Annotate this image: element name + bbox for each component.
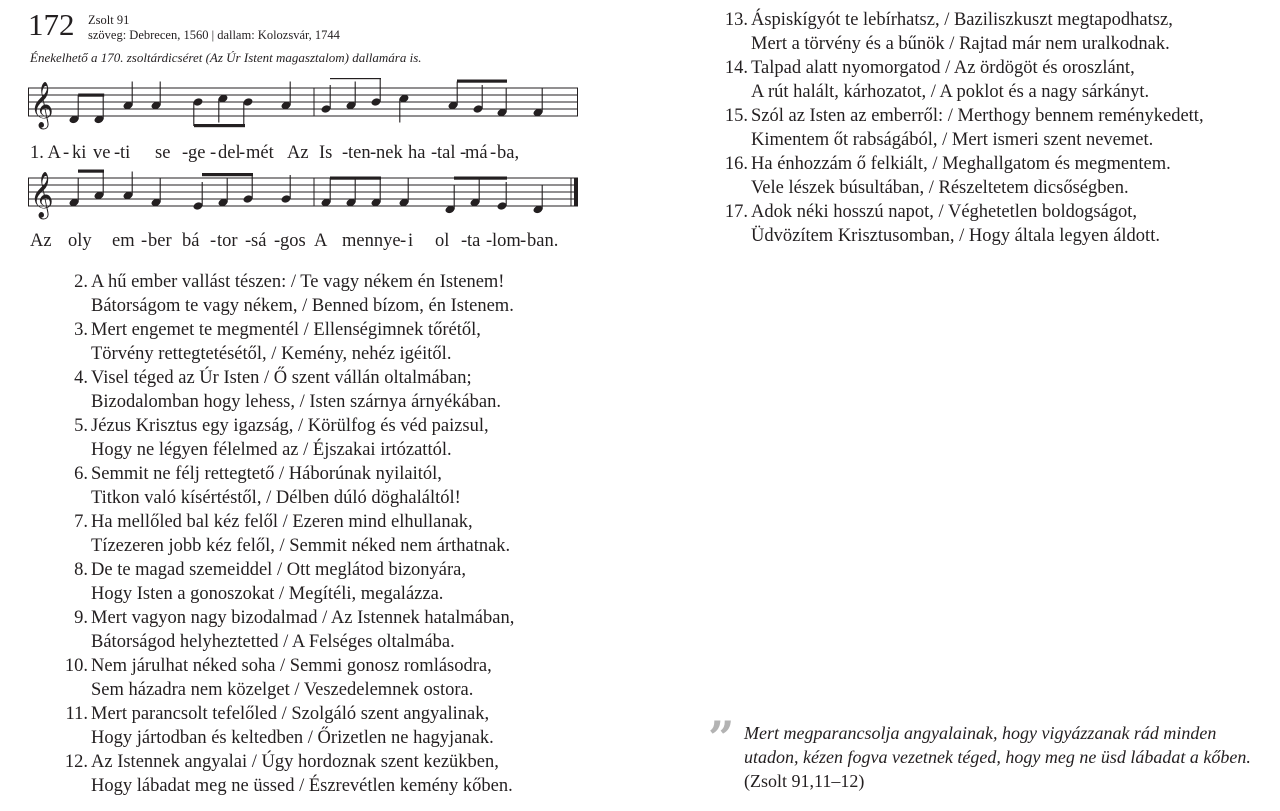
lyric-syllable: bá (182, 231, 200, 251)
lyric-syllable: - (490, 143, 497, 163)
lyric-syllable: gos (280, 231, 306, 251)
note-beam (330, 177, 381, 180)
verse-number: 2. (74, 272, 88, 292)
lyric-syllable: tal (437, 143, 456, 163)
verse-line-2: Hogy jártodban és keltedben / Őrizetlen ne hagyjanak. (91, 728, 494, 748)
lyric-syllable: ha (408, 143, 426, 163)
verse-number: 14. (724, 58, 748, 78)
lyric-syllable: tor (217, 231, 238, 251)
verse-10 (60, 654, 700, 702)
treble-clef-icon: 𝄞 (30, 172, 54, 218)
verse-line-2: Sem házadra nem közelget / Veszedelemnek ostora. (91, 680, 474, 700)
verse-14 (720, 56, 1275, 104)
verse-line-2: A rút halált, kárhozatot, / A poklot és a nagy sárkányt. (751, 82, 1150, 102)
lyric-syllable: lom (492, 231, 521, 251)
verse-line-1: Ha énhozzám ő felkiált, / Meghallgatom és megmentem. (751, 154, 1171, 174)
lyric-syllable: - (182, 143, 189, 163)
lyric-syllable: Az (30, 231, 52, 251)
verse-number: 10. (64, 656, 88, 676)
treble-clef-icon: 𝄞 (30, 82, 54, 128)
verse-line-1: Semmit ne félj rettegtető / Háborúnak nyilaitól, (91, 464, 442, 484)
lyric-syllable: ban. (527, 231, 559, 251)
verse-number: 17. (724, 202, 748, 222)
music-staff-2 (28, 168, 580, 228)
note-beam (454, 177, 507, 180)
quote-body: Mert megparancsolja angyalainak, hogy vigyázzanak rád minden utadon, kézen fogva vezetnek téged, hogy meg ne üsd lábadat a kőben. (744, 723, 1251, 767)
lyric-syllable: em (112, 231, 135, 251)
verse-line-2: Bátorságom te vagy nékem, / Benned bízom, én Istenem. (91, 296, 514, 316)
verse-9 (60, 606, 700, 654)
lyric-syllable: - (245, 231, 252, 251)
lyric-syllable: - (460, 143, 467, 163)
lyric-syllable: A (314, 231, 328, 251)
verse-line-1: Adok néki hosszú napot, / Véghetetlen boldogságot, (751, 202, 1138, 222)
lyric-syllable: ki (72, 143, 87, 163)
lyric-syllable: - (63, 143, 70, 163)
lyric-syllable: ba, (497, 143, 520, 163)
lyric-syllable: se (155, 143, 171, 163)
lyric-syllable: - (370, 143, 377, 163)
verse-2 (60, 270, 700, 318)
verse-line-1: Áspiskígyót te lebírhatsz, / Baziliszkuszt megtapodhatsz, (751, 10, 1173, 30)
verse-number: 11. (65, 704, 88, 724)
lyric-syllable: ge (188, 143, 206, 163)
verse-number: 15. (724, 106, 748, 126)
verse-11 (60, 702, 700, 750)
verse-line-1: Nem járulhat néked soha / Semmi gonosz romlásodra, (91, 656, 492, 676)
verse-line-2: Hogy ne légyen félelmed az / Éjszakai irtózattól. (91, 440, 452, 460)
verse-number: 4. (74, 368, 88, 388)
note-beam (202, 173, 253, 176)
note-beam (78, 170, 104, 173)
lyric-syllable: - (431, 143, 438, 163)
verse-number: 9. (74, 608, 88, 628)
source-line: szöveg: Debrecen, 1560 | dallam: Kolozsvár, 1744 (88, 28, 340, 42)
lyric-syllable: - (486, 231, 493, 251)
lyric-syllable: del (218, 143, 241, 163)
verse-number: 16. (724, 154, 748, 174)
note-beam (330, 78, 381, 79)
verse-17 (720, 200, 1275, 248)
tune-note: Énekelhető a 170. zsoltárdicséret (Az Úr Istent magasztalom) dallamára is. (30, 50, 422, 65)
verse-line-1: Ha mellőled bal kéz felől / Ezeren mind elhullanak, (91, 512, 473, 532)
lyric-syllable: ti (120, 143, 131, 163)
lyric-syllable: - (400, 231, 407, 251)
verse-line-1: De te magad szemeiddel / Ott meglátod bizonyára, (91, 560, 467, 580)
verse-4 (60, 366, 700, 414)
verse-number: 8. (74, 560, 88, 580)
verse-line-2: Üdvözítem Krisztusomban, / Hogy általa legyen áldott. (751, 226, 1160, 246)
quote-text (744, 721, 1268, 793)
verse-line-2: Hogy lábadat meg ne üssed / Észrevétlen kemény kőben. (91, 776, 513, 796)
music-staff-1 (28, 78, 580, 138)
lyric-syllable: Is (319, 143, 333, 163)
note-beam (194, 124, 245, 127)
final-barline (574, 178, 578, 206)
note-beam (78, 94, 104, 97)
lyric-syllable: i (408, 231, 414, 251)
verse-3 (60, 318, 700, 366)
lyric-syllable: - (342, 143, 349, 163)
lyric-syllable: - (461, 231, 468, 251)
verse-line-1: Az Istennek angyalai / Úgy hordoznak szent kezükben, (91, 752, 499, 772)
verse-line-2: Vele lészek búsultában, / Részeltetem dicsőségben. (751, 178, 1129, 198)
verse-5 (60, 414, 700, 462)
verse-13 (720, 8, 1275, 56)
verse-line-2: Titkon való kísértéstől, / Délben dúló döghaláltól! (91, 488, 461, 508)
verse-line-2: Tízezeren jobb kéz felől, / Semmit néked nem árthatnak. (91, 536, 511, 556)
verse-line-2: Hogy Isten a gonoszokat / Megítéli, megalázza. (91, 584, 444, 604)
verse-line-1: Mert parancsolt tefelőled / Szolgáló szent angyalinak, (91, 704, 490, 724)
verse-12 (60, 750, 700, 798)
psalm-reference: Zsolt 91 (88, 13, 130, 27)
verse-8 (60, 558, 700, 606)
lyric-syllable: - (239, 143, 246, 163)
verses-left-column (60, 270, 700, 798)
lyric-line-1 (30, 142, 590, 164)
lyric-syllable: má (465, 143, 488, 163)
verse-line-1: Szól az Isten az emberről: / Merthogy bennem reménykedett, (751, 106, 1204, 126)
lyric-syllable: 1. A (30, 143, 61, 163)
lyric-syllable: sá (251, 231, 267, 251)
quote-reference: (Zsolt 91,11–12) (744, 771, 865, 791)
lyric-syllable: - (210, 231, 217, 251)
verse-line-2: Bizodalomban hogy lehess, / Isten szárnya árnyékában. (91, 392, 501, 412)
lyric-syllable: - (520, 231, 527, 251)
verse-line-2: Bátorságod helyheztetted / A Felséges oltalmába. (91, 632, 455, 652)
verse-number: 12. (64, 752, 88, 772)
verse-line-1: Visel téged az Úr Isten / Ő szent vállán oltalmában; (91, 368, 472, 388)
verse-15 (720, 104, 1275, 152)
verse-number: 6. (74, 464, 88, 484)
verse-number: 7. (74, 512, 88, 532)
lyric-syllable: ta (467, 231, 481, 251)
hymn-number: 172 (28, 7, 75, 42)
verse-number: 3. (74, 320, 88, 340)
bible-quote (708, 711, 1268, 793)
note-beam (457, 80, 507, 83)
lyric-line-2 (30, 230, 590, 252)
lyric-syllable: ber (148, 231, 172, 251)
verse-line-2: Kimentem őt rabságából, / Mert ismeri szent nevemet. (751, 130, 1154, 150)
lyric-syllable: mennye (342, 231, 401, 251)
verse-line-1: A hű ember vallást tészen: / Te vagy nékem én Istenem! (91, 272, 505, 292)
verse-line-2: Mert a törvény és a bűnök / Rajtad már nem uralkodnak. (751, 34, 1170, 54)
lyric-syllable: - (210, 143, 217, 163)
verse-line-1: Mert engemet te megmentél / Ellenségimnek tőrétől, (91, 320, 481, 340)
lyric-syllable: - (141, 231, 148, 251)
verse-line-1: Mert vagyon nagy bizodalmad / Az Istennek hatalmában, (91, 608, 515, 628)
verse-line-2: Törvény rettegtetésétől, / Kemény, nehéz igéitől. (91, 344, 452, 364)
lyric-syllable: - (114, 143, 121, 163)
verse-line-1: Jézus Krisztus egy igazság, / Körülfog és véd paizsul, (91, 416, 489, 436)
verse-7 (60, 510, 700, 558)
quote-mark-icon: ” (708, 711, 735, 765)
lyric-syllable: Az (287, 143, 309, 163)
lyric-syllable: ol (435, 231, 450, 251)
verse-16 (720, 152, 1275, 200)
lyric-syllable: ve (93, 143, 111, 163)
lyric-syllable: nek (376, 143, 403, 163)
lyric-syllable: mét (246, 143, 274, 163)
verse-number: 5. (74, 416, 88, 436)
lyric-syllable: - (274, 231, 281, 251)
lyric-syllable: oly (68, 231, 92, 251)
verse-6 (60, 462, 700, 510)
verses-right-column (720, 8, 1275, 248)
verse-line-1: Talpad alatt nyomorgatod / Az ördögöt és oroszlánt, (751, 58, 1135, 78)
verse-number: 13. (724, 10, 748, 30)
lyric-syllable: ten (348, 143, 371, 163)
